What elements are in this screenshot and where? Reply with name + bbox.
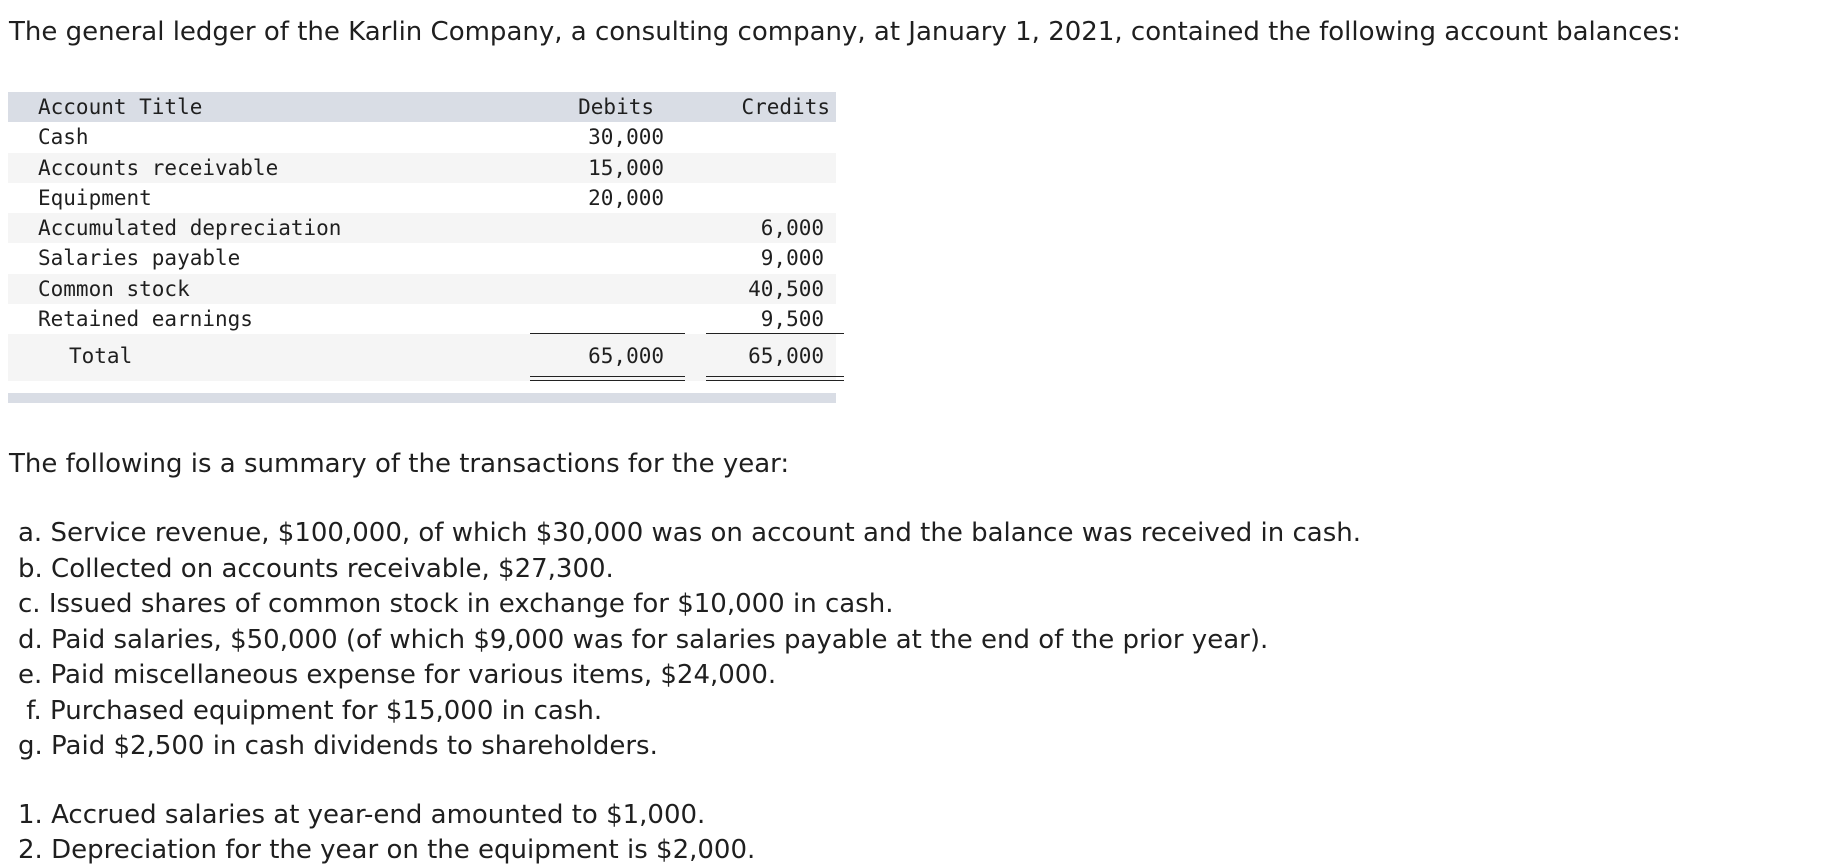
debit-value: 30,000 xyxy=(588,125,664,150)
header-debits: Debits xyxy=(578,95,654,119)
adjustment-item: 2. Depreciation for the year on the equipment is $2,000. xyxy=(18,835,756,865)
credit-total-double-underline xyxy=(706,376,844,381)
credit-value: 9,500 xyxy=(760,307,824,332)
account-title: Salaries payable xyxy=(38,246,241,271)
ledger-row-equipment xyxy=(8,183,836,213)
intro-text: The general ledger of the Karlin Company, a consulting company, at January 1, 2021, contained the following account balances: xyxy=(9,17,1681,47)
transaction-item: g. Paid $2,500 in cash dividends to shareholders. xyxy=(18,731,658,761)
ledger-total-row xyxy=(8,334,836,381)
header-credits: Credits xyxy=(741,95,830,119)
credit-value: 9,000 xyxy=(760,246,824,271)
credit-value: 6,000 xyxy=(760,216,824,241)
transaction-item: c. Issued shares of common stock in exchange for $10,000 in cash. xyxy=(18,589,894,619)
ledger-row-common-stock xyxy=(8,274,836,304)
transaction-item: b. Collected on accounts receivable, $27,300. xyxy=(18,553,614,584)
total-credit-value: 65,000 xyxy=(748,344,824,369)
ledger-footer-bar xyxy=(8,393,836,403)
debit-total-double-underline xyxy=(530,376,685,381)
account-title: Common stock xyxy=(38,276,190,301)
adjustment-item: 1. Accrued salaries at year-end amounted to $1,000. xyxy=(18,800,706,830)
credit-value: 40,500 xyxy=(748,276,824,301)
ledger-row-accumulated-depreciation xyxy=(8,213,836,243)
transaction-item: d. Paid salaries, $50,000 (of which $9,000 was for salaries payable at the end of the prior year). xyxy=(18,624,1269,655)
ledger-spacer xyxy=(8,381,836,393)
ledger-header-row xyxy=(8,92,836,122)
ledger-row-salaries-payable xyxy=(8,243,836,273)
debit-value: 15,000 xyxy=(588,155,664,180)
account-title: Cash xyxy=(38,125,89,150)
total-label: Total xyxy=(69,344,133,369)
summary-heading: The following is a summary of the transactions for the year: xyxy=(9,449,790,479)
debit-value: 20,000 xyxy=(588,185,664,210)
ledger-row-cash xyxy=(8,122,836,152)
header-account-title: Account Title xyxy=(38,95,203,119)
total-debit-value: 65,000 xyxy=(588,344,664,369)
account-title: Accumulated depreciation xyxy=(38,216,342,241)
ledger-table xyxy=(8,92,836,403)
transaction-list xyxy=(18,516,1361,765)
account-title: Accounts receivable xyxy=(38,155,279,180)
transaction-item: e. Paid miscellaneous expense for various items, $24,000. xyxy=(18,660,777,690)
transaction-item: f. Purchased equipment for $15,000 in cash. xyxy=(18,695,603,726)
ledger-row-retained-earnings xyxy=(8,304,836,334)
ledger-row-accounts-receivable xyxy=(8,153,836,183)
account-title: Equipment xyxy=(38,185,152,210)
transaction-item: a. Service revenue, $100,000, of which $30,000 was on account and the balance was received in cash. xyxy=(18,518,1362,548)
account-title: Retained earnings xyxy=(38,307,253,332)
